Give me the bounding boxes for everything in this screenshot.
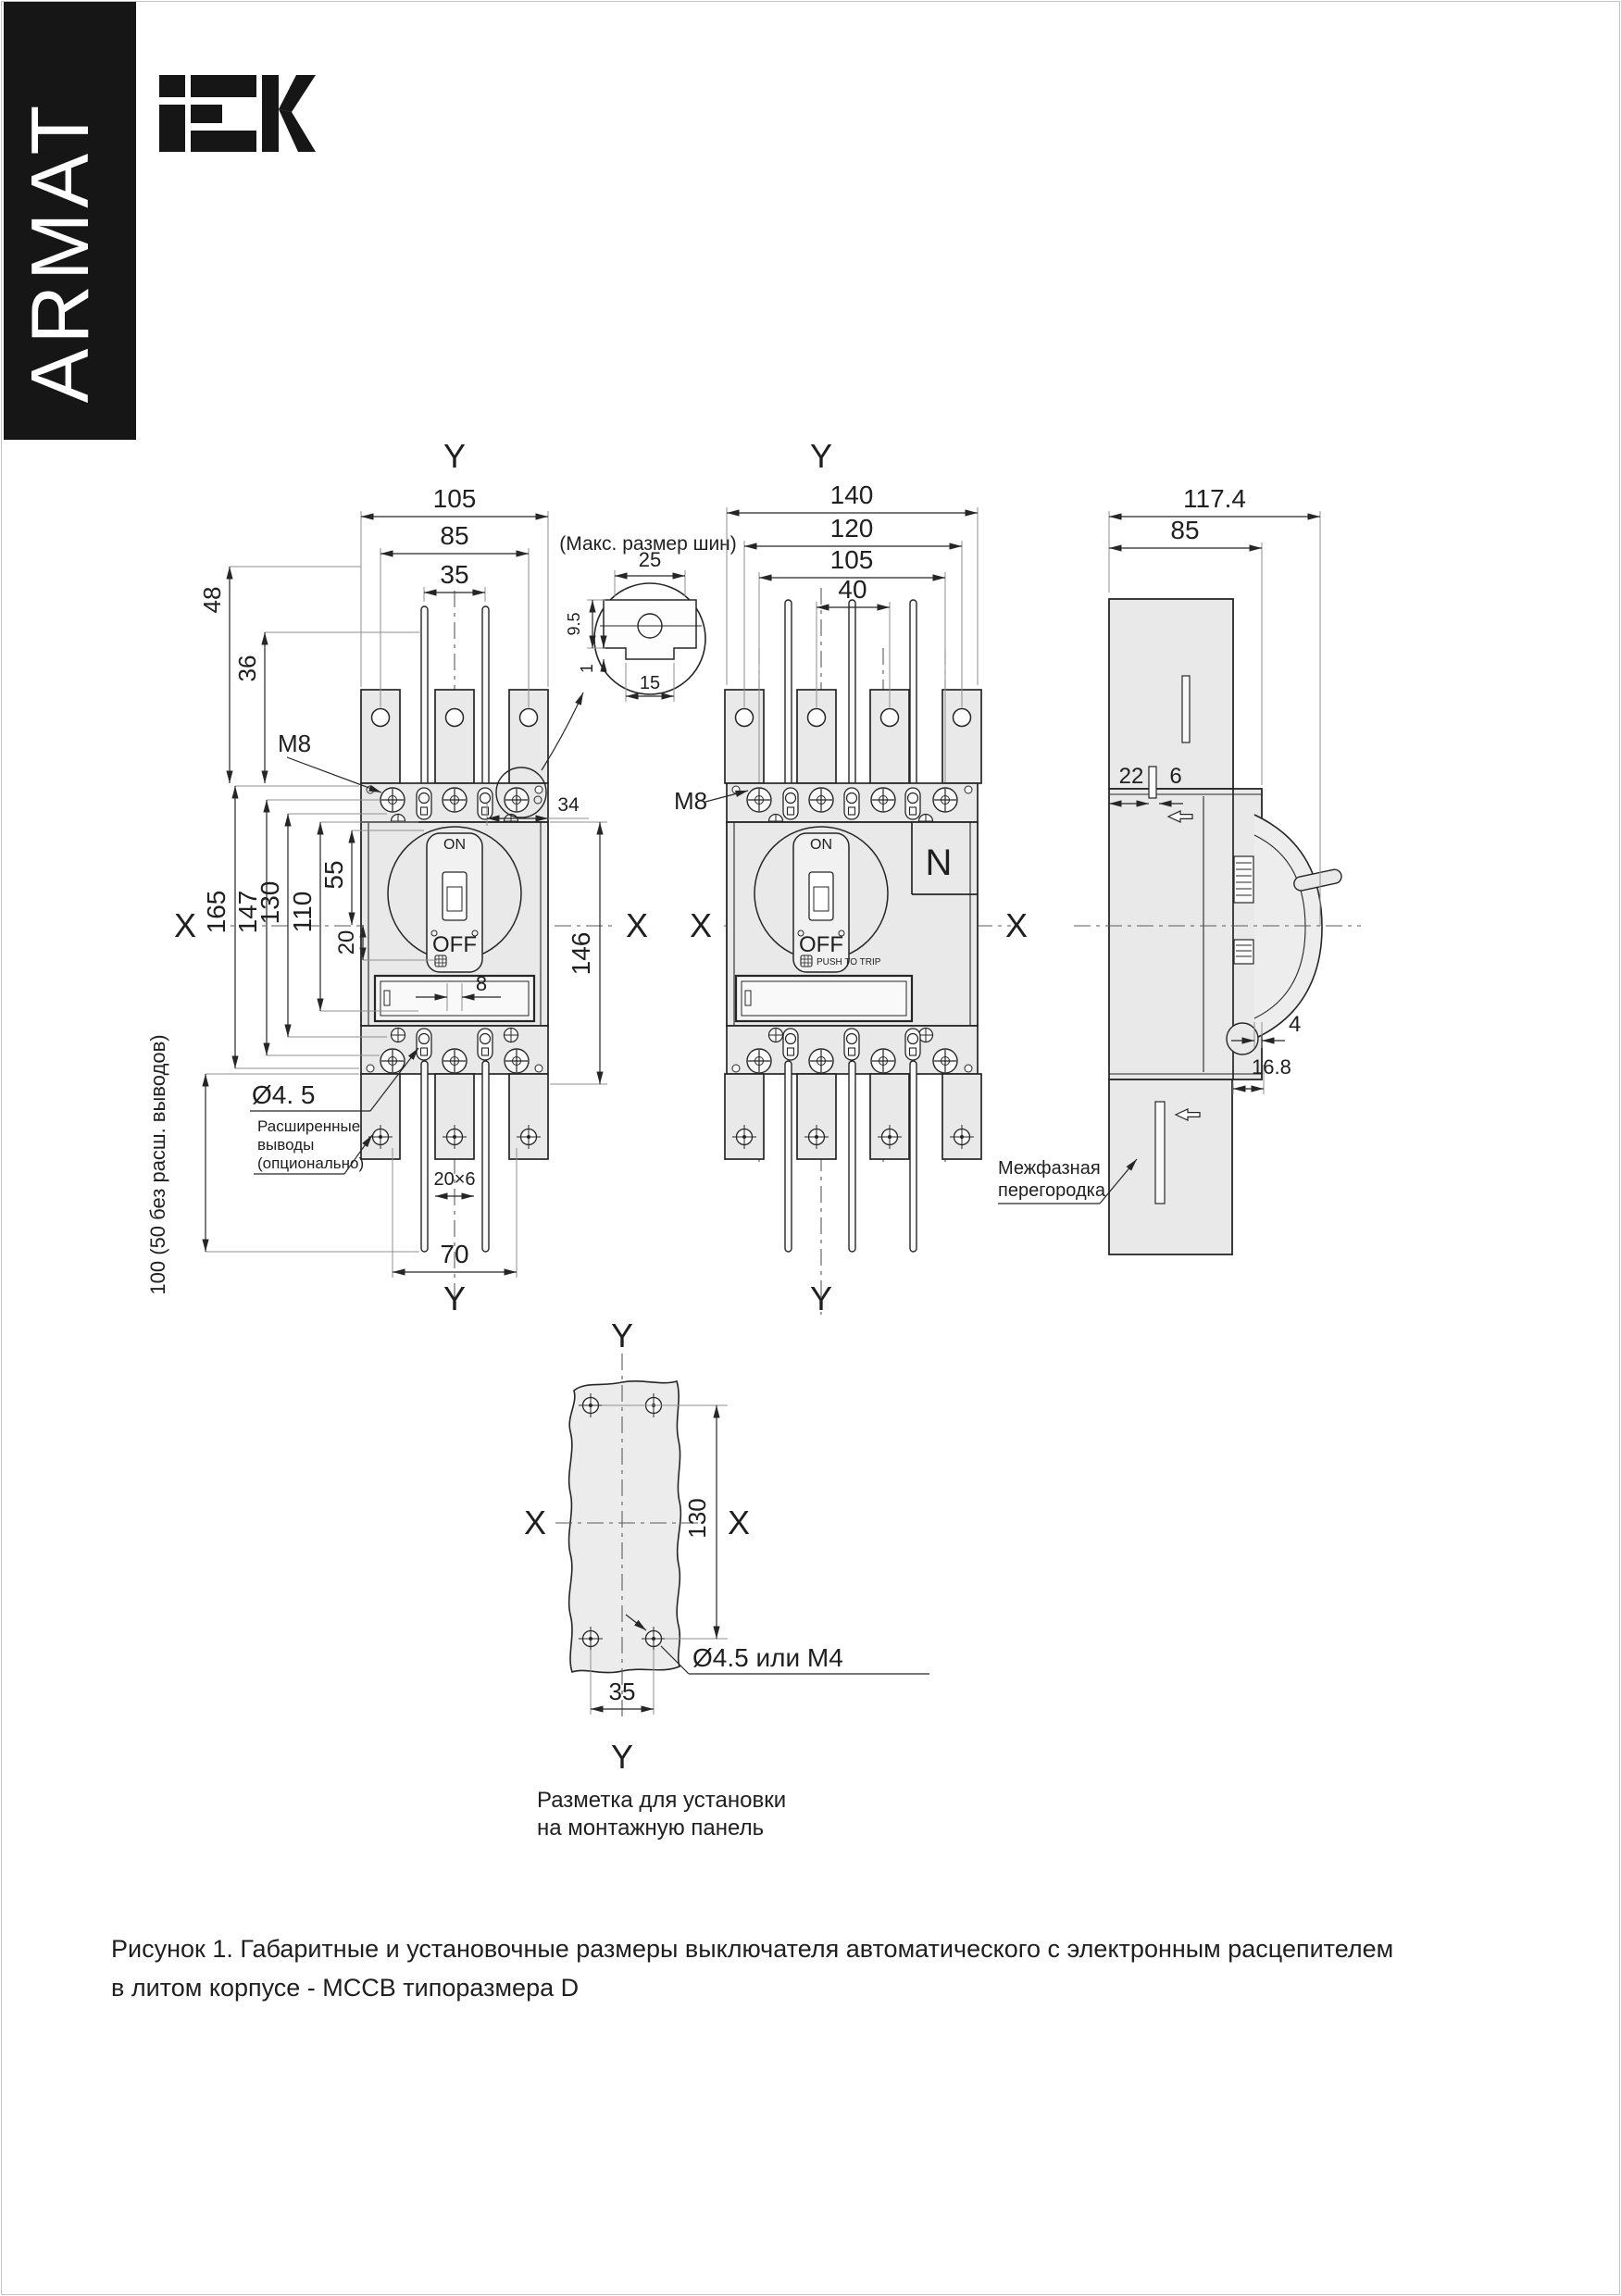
dim-8: 8: [475, 972, 488, 995]
vent-grille-upper: [1234, 856, 1253, 903]
dim-146: 146: [567, 931, 595, 976]
axis-y-bottom-template: Y: [610, 1738, 634, 1776]
top-terminal-tabs: [361, 690, 548, 783]
barrier-note-1: Межфазная: [998, 1158, 1101, 1179]
armat-banner-text: ARMAT: [14, 100, 106, 404]
dim-120: 120: [829, 514, 874, 543]
dim-100-50: 100 (50 без расш. выводов): [146, 1034, 169, 1295]
dim-140: 140: [829, 480, 874, 509]
axis-y-top-template: Y: [610, 1316, 634, 1354]
template-caption-2: на монтажную панель: [537, 1816, 765, 1841]
on-label-v2: ON: [810, 837, 832, 853]
axis-x-left-v2: X: [689, 906, 713, 944]
on-label-v1: ON: [443, 837, 466, 853]
template-hole-callout: Ø4.5 или M4: [692, 1643, 843, 1672]
vent-grille-lower: [1234, 940, 1253, 964]
busbar-detail-title: (Макс. размер шин): [559, 533, 737, 555]
off-label-v1: OFF: [432, 932, 477, 957]
dim-117-4: 117.4: [1183, 484, 1246, 513]
thread-m8-v1: M8: [278, 730, 312, 757]
neutral-pole-label: N: [925, 842, 953, 883]
detail-dim-15: 15: [639, 673, 661, 693]
dim-85-side: 85: [1170, 516, 1200, 544]
busbar-detail: [559, 533, 737, 702]
axis-x-right-v2: X: [1004, 906, 1029, 944]
mounting-template: [524, 1316, 929, 1841]
axis-x-right-v1: X: [625, 906, 649, 944]
template-dim-130: 130: [683, 1498, 711, 1539]
figure-caption: [111, 1935, 1393, 2002]
front-view-4pole: [674, 437, 1028, 1317]
dim-6: 6: [1169, 764, 1182, 789]
axis-y-top-v2: Y: [809, 437, 833, 475]
dim-16-8: 16.8: [1252, 1055, 1291, 1079]
hole-callout-v1: Ø4. 5: [252, 1080, 316, 1109]
dim-105-v2: 105: [829, 545, 874, 574]
detail-dim-9-5: 9.5: [565, 612, 583, 636]
dim-130: 130: [256, 880, 284, 925]
template-caption-1: Разметка для установки: [537, 1788, 787, 1813]
dim-70: 70: [440, 1240, 469, 1268]
axis-y-bottom-v1: Y: [443, 1279, 467, 1317]
figure-caption-line2: в литом корпусе - MCCB типоразмера D: [111, 1974, 580, 2002]
dim-22: 22: [1118, 764, 1144, 789]
template-dim-35: 35: [608, 1678, 636, 1705]
ext-note-3: (опционально): [257, 1154, 365, 1172]
dim-147: 147: [233, 890, 262, 934]
armat-banner: [4, 2, 136, 440]
dim-20: 20: [334, 930, 359, 955]
dim-55: 55: [319, 860, 348, 890]
dim-4: 4: [1289, 1012, 1302, 1037]
dim-40: 40: [838, 575, 867, 604]
panel-blob: [569, 1381, 681, 1673]
axis-x-right-template: X: [727, 1504, 751, 1541]
dim-35-v1: 35: [440, 560, 469, 589]
dim-34: 34: [557, 794, 580, 816]
dim-48: 48: [198, 586, 226, 614]
dim-165: 165: [202, 890, 231, 934]
off-label-v2: OFF: [799, 932, 843, 957]
axis-y-bottom-v2: Y: [809, 1279, 833, 1317]
axis-x-left-template: X: [523, 1504, 547, 1541]
ext-note-1: Расширенные: [257, 1117, 361, 1135]
iek-logo: [159, 75, 316, 152]
dim-36: 36: [233, 655, 261, 682]
barrier-note-2: перегородка: [998, 1180, 1105, 1201]
dim-105-v1: 105: [432, 484, 477, 513]
figure-caption-line1: Рисунок 1. Габаритные и установочные размеры выключателя автоматического с электронным расцепителем: [111, 1935, 1394, 1963]
axis-y-top-v1: Y: [443, 437, 467, 475]
front-view-3pole: [146, 437, 648, 1317]
detail-dim-25: 25: [638, 548, 662, 571]
dim-110: 110: [288, 891, 317, 933]
ext-note-2: выводы: [257, 1136, 315, 1154]
dim-85-v1: 85: [440, 521, 469, 550]
detail-dim-1: 1: [578, 663, 596, 674]
dim-20x6: 20×6: [433, 1169, 476, 1190]
thread-m8-v2: M8: [674, 787, 708, 815]
axis-x-left-v1: X: [173, 906, 197, 944]
side-view: [998, 484, 1361, 1254]
push-to-trip-label: PUSH TO TRIP: [817, 957, 881, 967]
